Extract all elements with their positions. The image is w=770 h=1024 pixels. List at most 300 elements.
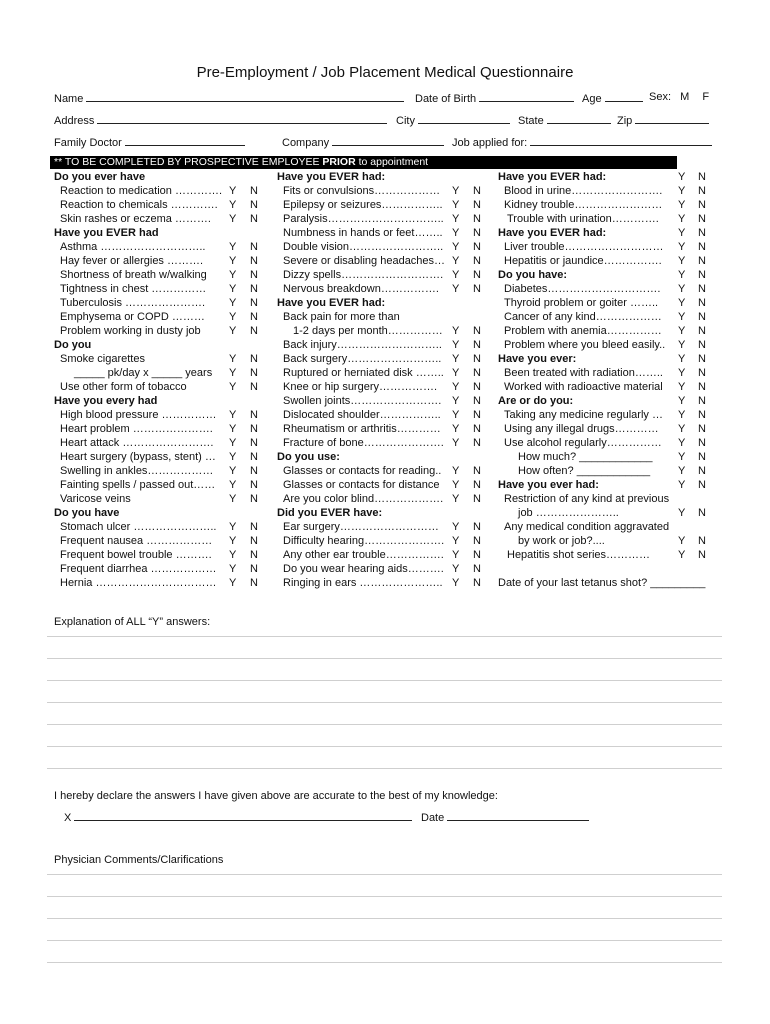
question-row [498, 324, 720, 338]
yes-option[interactable]: Y [229, 297, 237, 309]
yes-option[interactable]: Y [229, 423, 237, 435]
question-column-3 [498, 170, 720, 590]
question-row [498, 422, 720, 436]
no-option[interactable]: N [473, 269, 481, 281]
question-row [277, 352, 492, 366]
yes-option[interactable]: Y [678, 437, 686, 449]
no-option[interactable]: N [473, 493, 481, 505]
no-option[interactable]: N [473, 563, 481, 575]
no-option[interactable]: N [250, 311, 258, 323]
no-option[interactable]: N [250, 409, 258, 421]
section-heading [54, 394, 274, 408]
no-option[interactable]: N [250, 521, 258, 533]
question-row [54, 352, 274, 366]
address-field-row [54, 113, 387, 127]
declaration-text: I hereby declare the answers I have given above are accurate to the best of my knowledge: [54, 790, 498, 802]
question-label: Are you color blind………………. [283, 493, 444, 505]
signature-x: X [64, 812, 72, 824]
sex-f-option[interactable]: F [702, 91, 710, 103]
yes-option[interactable]: Y [229, 577, 237, 589]
age-line[interactable] [605, 91, 643, 102]
question-row [54, 268, 274, 282]
family-doctor-label: Family Doctor [54, 137, 122, 149]
section-heading-label: Are or do you: [498, 395, 574, 407]
no-option[interactable]: N [250, 479, 258, 491]
physician-comment-line[interactable] [47, 962, 722, 963]
no-option[interactable]: N [473, 577, 481, 589]
question-label: Dizzy spells………………………. [283, 269, 444, 281]
yes-option[interactable]: Y [678, 297, 686, 309]
no-option[interactable]: N [473, 339, 481, 351]
question-row [54, 212, 274, 226]
section-heading-label: Do you ever have [54, 171, 146, 183]
yes-option[interactable]: Y [678, 227, 686, 239]
job-applied-label: Job applied for: [452, 137, 528, 149]
no-option[interactable]: N [473, 395, 481, 407]
question-label: Shortness of breath w/walking [60, 269, 207, 281]
yes-option[interactable]: Y [678, 269, 686, 281]
no-option[interactable]: N [250, 423, 258, 435]
question-row [277, 226, 492, 240]
section-heading-label: Do you use: [277, 451, 340, 463]
question-label: Fits or convulsions……………… [283, 185, 441, 197]
yes-option[interactable]: Y [452, 535, 460, 547]
no-option[interactable]: N [698, 451, 706, 463]
no-option[interactable]: N [473, 409, 481, 421]
explanation-line[interactable] [47, 724, 722, 725]
no-option[interactable]: N [698, 171, 706, 183]
question-row [54, 408, 274, 422]
yes-option[interactable]: Y [678, 423, 686, 435]
no-option[interactable]: N [473, 353, 481, 365]
yes-option[interactable]: Y [678, 367, 686, 379]
yes-option[interactable]: Y [229, 269, 237, 281]
yes-option[interactable]: Y [678, 283, 686, 295]
city-label: City [396, 115, 415, 127]
question-label: Any other ear trouble……………. [283, 549, 444, 561]
section-heading-label: Have you EVER had: [277, 297, 386, 309]
no-option[interactable]: N [250, 465, 258, 477]
no-option[interactable]: N [250, 381, 258, 393]
yes-option[interactable]: Y [452, 241, 460, 253]
no-option[interactable]: N [698, 269, 706, 281]
no-option[interactable]: N [250, 213, 258, 225]
question-row [277, 268, 492, 282]
physician-comments-label: Physician Comments/Clarifications [54, 854, 224, 866]
yes-option[interactable]: Y [452, 213, 460, 225]
no-option[interactable]: N [250, 325, 258, 337]
signature-date-line[interactable] [447, 810, 589, 821]
question-label: Dislocated shoulder…………….. [283, 409, 441, 421]
no-option[interactable]: N [698, 465, 706, 477]
physician-comment-line[interactable] [47, 918, 722, 919]
question-row [498, 184, 720, 198]
no-option[interactable]: N [473, 423, 481, 435]
no-option[interactable]: N [698, 185, 706, 197]
no-option[interactable]: N [698, 549, 706, 561]
yes-option[interactable]: Y [452, 493, 460, 505]
section-heading [277, 170, 492, 184]
question-row [498, 380, 720, 394]
dob-line[interactable] [479, 91, 574, 102]
section-heading [277, 450, 492, 464]
yes-option[interactable]: Y [452, 185, 460, 197]
no-option[interactable]: N [698, 255, 706, 267]
yes-option[interactable]: Y [452, 325, 460, 337]
age-field-row [582, 91, 643, 105]
zip-line[interactable] [635, 113, 709, 124]
explanation-label: Explanation of ALL “Y” answers: [54, 616, 211, 628]
no-option[interactable]: N [698, 367, 706, 379]
question-label: Cancer of any kind……………… [504, 311, 662, 323]
zip-field-row [617, 113, 709, 127]
explanation-line[interactable] [47, 636, 722, 637]
yes-option[interactable]: Y [452, 199, 460, 211]
yes-option[interactable]: Y [452, 367, 460, 379]
physician-comment-line[interactable] [47, 896, 722, 897]
question-label: Knee or hip surgery……………. [283, 381, 438, 393]
question-row [498, 254, 720, 268]
question-label: Use alcohol regularly…………… [504, 437, 662, 449]
yes-option[interactable]: Y [452, 255, 460, 267]
yes-option[interactable]: Y [678, 395, 686, 407]
question-label: Frequent nausea ……………… [60, 535, 213, 547]
question-label: Taking any medicine regularly … [504, 409, 663, 421]
no-option[interactable]: N [698, 353, 706, 365]
sex-label: Sex: [649, 91, 672, 103]
yes-option[interactable]: Y [452, 563, 460, 575]
question-label: Rheumatism or arthritis………… [283, 423, 441, 435]
section-heading-label: Have you EVER had: [277, 171, 386, 183]
question-label: Back surgery…………………….. [283, 353, 442, 365]
state-line[interactable] [547, 113, 611, 124]
no-option[interactable]: N [698, 199, 706, 211]
no-option[interactable]: N [250, 255, 258, 267]
yes-option[interactable]: Y [678, 213, 686, 225]
question-row [498, 576, 720, 590]
question-row [498, 310, 720, 324]
no-option[interactable]: N [473, 521, 481, 533]
yes-option[interactable]: Y [678, 185, 686, 197]
question-label: Hay fever or allergies ………. [60, 255, 204, 267]
question-row [277, 548, 492, 562]
yes-option[interactable]: Y [452, 353, 460, 365]
yes-option[interactable]: Y [678, 409, 686, 421]
job-applied-line[interactable] [530, 135, 712, 146]
question-label: Swollen joints……………………. [283, 395, 442, 407]
question-label: Trouble with urination…………. [507, 213, 659, 225]
yes-option[interactable]: Y [452, 479, 460, 491]
no-option[interactable]: N [698, 423, 706, 435]
no-option[interactable]: N [698, 437, 706, 449]
signature-row [64, 810, 412, 824]
yes-option[interactable]: Y [678, 325, 686, 337]
question-row [54, 184, 274, 198]
question-row [54, 520, 274, 534]
question-row [54, 450, 274, 464]
question-row [277, 394, 492, 408]
yes-option[interactable]: Y [452, 227, 460, 239]
no-option[interactable]: N [250, 493, 258, 505]
no-option[interactable]: N [698, 339, 706, 351]
question-row [498, 296, 720, 310]
yes-option[interactable]: Y [229, 241, 237, 253]
no-option[interactable]: N [698, 535, 706, 547]
yes-option[interactable]: Y [678, 241, 686, 253]
section-heading-label: Do you [54, 339, 92, 351]
no-option[interactable]: N [250, 269, 258, 281]
no-option[interactable]: N [473, 227, 481, 239]
no-option[interactable]: N [473, 213, 481, 225]
no-option[interactable]: N [473, 185, 481, 197]
city-line[interactable] [418, 113, 510, 124]
section-heading-label: Have you ever had: [498, 479, 599, 491]
question-row [277, 212, 492, 226]
yes-option[interactable]: Y [229, 367, 237, 379]
job-applied-field-row [452, 135, 712, 149]
physician-comment-line[interactable] [47, 874, 722, 875]
city-field-row [396, 113, 510, 127]
question-row [54, 240, 274, 254]
section-heading [54, 170, 274, 184]
company-field-row [282, 135, 444, 149]
no-option[interactable]: N [250, 199, 258, 211]
question-row [277, 576, 492, 590]
question-row [277, 338, 492, 352]
question-row [498, 548, 720, 562]
question-label: How often? ____________ [518, 465, 651, 477]
no-option[interactable]: N [698, 325, 706, 337]
yes-option[interactable]: Y [678, 171, 686, 183]
question-label: Problem working in dusty job [60, 325, 201, 337]
yes-option[interactable]: Y [229, 465, 237, 477]
no-option[interactable]: N [698, 283, 706, 295]
question-label: Difficulty hearing…………………. [283, 535, 445, 547]
yes-option[interactable]: Y [229, 479, 237, 491]
yes-option[interactable]: Y [229, 563, 237, 575]
question-row [498, 534, 720, 548]
yes-option[interactable]: Y [452, 549, 460, 561]
explanation-line[interactable] [47, 768, 722, 769]
section-heading-label: Have you every had [54, 395, 158, 407]
no-option[interactable]: N [698, 381, 706, 393]
explanation-line[interactable] [47, 658, 722, 659]
yes-option[interactable]: Y [678, 339, 686, 351]
yes-option[interactable]: Y [229, 451, 237, 463]
yes-option[interactable]: Y [452, 521, 460, 533]
yes-option[interactable]: Y [452, 381, 460, 393]
question-row [277, 184, 492, 198]
question-label: Ear surgery……………………… [283, 521, 439, 533]
yes-option[interactable]: Y [229, 325, 237, 337]
question-row [54, 492, 274, 506]
yes-option[interactable]: Y [229, 353, 237, 365]
question-row [54, 436, 274, 450]
no-option[interactable]: N [473, 465, 481, 477]
question-row [54, 478, 274, 492]
yes-option[interactable]: Y [452, 395, 460, 407]
question-label: Emphysema or COPD ……… [60, 311, 205, 323]
no-option[interactable]: N [698, 507, 706, 519]
question-label: Varicose veins [60, 493, 131, 505]
question-label: job ………………….. [518, 507, 619, 519]
no-option[interactable]: N [698, 409, 706, 421]
yes-option[interactable]: Y [678, 549, 686, 561]
question-label: Worked with radioactive material [504, 381, 663, 393]
no-option[interactable]: N [250, 437, 258, 449]
yes-option[interactable]: Y [452, 423, 460, 435]
question-row [54, 198, 274, 212]
no-option[interactable]: N [473, 367, 481, 379]
no-option[interactable]: N [250, 241, 258, 253]
yes-option[interactable]: Y [452, 409, 460, 421]
question-label: Swelling in ankles……………… [60, 465, 214, 477]
question-label: Smoke cigarettes [60, 353, 145, 365]
explanation-line[interactable] [47, 702, 722, 703]
yes-option[interactable]: Y [678, 465, 686, 477]
yes-option[interactable]: Y [678, 479, 686, 491]
explanation-line[interactable] [47, 746, 722, 747]
yes-option[interactable]: Y [678, 311, 686, 323]
no-option[interactable]: N [698, 227, 706, 239]
yes-option[interactable]: Y [229, 199, 237, 211]
banner-prefix: ** TO BE COMPLETED BY PROSPECTIVE EMPLOYEE [54, 156, 323, 168]
no-option[interactable]: N [473, 549, 481, 561]
question-row [277, 198, 492, 212]
yes-option[interactable]: Y [229, 311, 237, 323]
no-option[interactable]: N [698, 479, 706, 491]
explanation-line[interactable] [47, 680, 722, 681]
no-option[interactable]: N [473, 437, 481, 449]
question-row [277, 492, 492, 506]
signature-line[interactable] [74, 810, 412, 821]
no-option[interactable]: N [250, 367, 258, 379]
no-option[interactable]: N [698, 311, 706, 323]
yes-option[interactable]: Y [229, 535, 237, 547]
question-row [277, 380, 492, 394]
yes-option[interactable]: Y [678, 381, 686, 393]
question-label: Hepatitis shot series………… [507, 549, 651, 561]
question-label: Reaction to chemicals …………. [60, 199, 218, 211]
yes-option[interactable]: Y [678, 507, 686, 519]
yes-option[interactable]: Y [678, 535, 686, 547]
yes-option[interactable]: Y [678, 199, 686, 211]
yes-option[interactable]: Y [229, 255, 237, 267]
address-label: Address [54, 115, 95, 127]
yes-option[interactable]: Y [229, 283, 237, 295]
yes-option[interactable]: Y [229, 549, 237, 561]
question-row [277, 324, 492, 338]
yes-option[interactable]: Y [678, 255, 686, 267]
yes-option[interactable]: Y [229, 493, 237, 505]
no-option[interactable]: N [250, 353, 258, 365]
no-option[interactable]: N [698, 241, 706, 253]
yes-option[interactable]: Y [678, 451, 686, 463]
question-label: Glasses or contacts for reading.. [283, 465, 442, 477]
question-row [54, 310, 274, 324]
yes-option[interactable]: Y [229, 521, 237, 533]
question-row [498, 198, 720, 212]
yes-option[interactable]: Y [452, 577, 460, 589]
section-heading-label: Have you EVER had: [498, 171, 607, 183]
question-row [498, 338, 720, 352]
yes-option[interactable]: Y [452, 437, 460, 449]
section-heading [498, 478, 720, 492]
address-line[interactable] [97, 113, 387, 124]
yes-option[interactable]: Y [452, 339, 460, 351]
no-option[interactable]: N [250, 549, 258, 561]
state-field-row [518, 113, 611, 127]
no-option[interactable]: N [473, 241, 481, 253]
question-row [498, 408, 720, 422]
company-line[interactable] [332, 135, 444, 146]
no-option[interactable]: N [250, 451, 258, 463]
zip-label: Zip [617, 115, 633, 127]
yes-option[interactable]: Y [452, 283, 460, 295]
no-option[interactable]: N [473, 381, 481, 393]
no-option[interactable]: N [473, 535, 481, 547]
yes-option[interactable]: Y [229, 213, 237, 225]
yes-option[interactable]: Y [229, 381, 237, 393]
no-option[interactable]: N [250, 563, 258, 575]
name-label: Name [54, 93, 84, 105]
section-heading [277, 506, 492, 520]
question-label: Date of your last tetanus shot? _________ [498, 577, 706, 589]
question-row [277, 254, 492, 268]
no-option[interactable]: N [473, 283, 481, 295]
question-column-2 [277, 170, 492, 590]
question-row [277, 422, 492, 436]
no-option[interactable]: N [698, 395, 706, 407]
question-row [277, 408, 492, 422]
instruction-banner [50, 156, 677, 169]
no-option[interactable]: N [473, 199, 481, 211]
yes-option[interactable]: Y [452, 269, 460, 281]
question-label: Back injury……………………….. [283, 339, 442, 351]
yes-option[interactable]: Y [452, 465, 460, 477]
question-row [277, 534, 492, 548]
family-doctor-field-row [54, 135, 245, 149]
family-doctor-line[interactable] [125, 135, 245, 146]
no-option[interactable]: N [250, 283, 258, 295]
yes-option[interactable]: Y [229, 185, 237, 197]
no-option[interactable]: N [250, 535, 258, 547]
no-option[interactable]: N [473, 479, 481, 491]
section-heading [498, 394, 720, 408]
physician-comment-line[interactable] [47, 940, 722, 941]
question-row [498, 562, 720, 576]
question-row [498, 366, 720, 380]
yes-option[interactable]: Y [229, 409, 237, 421]
no-option[interactable]: N [698, 213, 706, 225]
yes-option[interactable]: Y [678, 353, 686, 365]
question-row [54, 254, 274, 268]
sex-m-option[interactable]: M [680, 91, 690, 103]
question-label: Tuberculosis …………………. [60, 297, 206, 309]
banner-bold: PRIOR [322, 156, 356, 168]
no-option[interactable]: N [250, 577, 258, 589]
no-option[interactable]: N [698, 297, 706, 309]
no-option[interactable]: N [473, 325, 481, 337]
no-option[interactable]: N [473, 255, 481, 267]
question-label: High blood pressure …………… [60, 409, 217, 421]
question-row [54, 464, 274, 478]
no-option[interactable]: N [250, 185, 258, 197]
no-option[interactable]: N [250, 297, 258, 309]
name-line[interactable] [86, 91, 404, 102]
yes-option[interactable]: Y [229, 437, 237, 449]
question-row [277, 282, 492, 296]
